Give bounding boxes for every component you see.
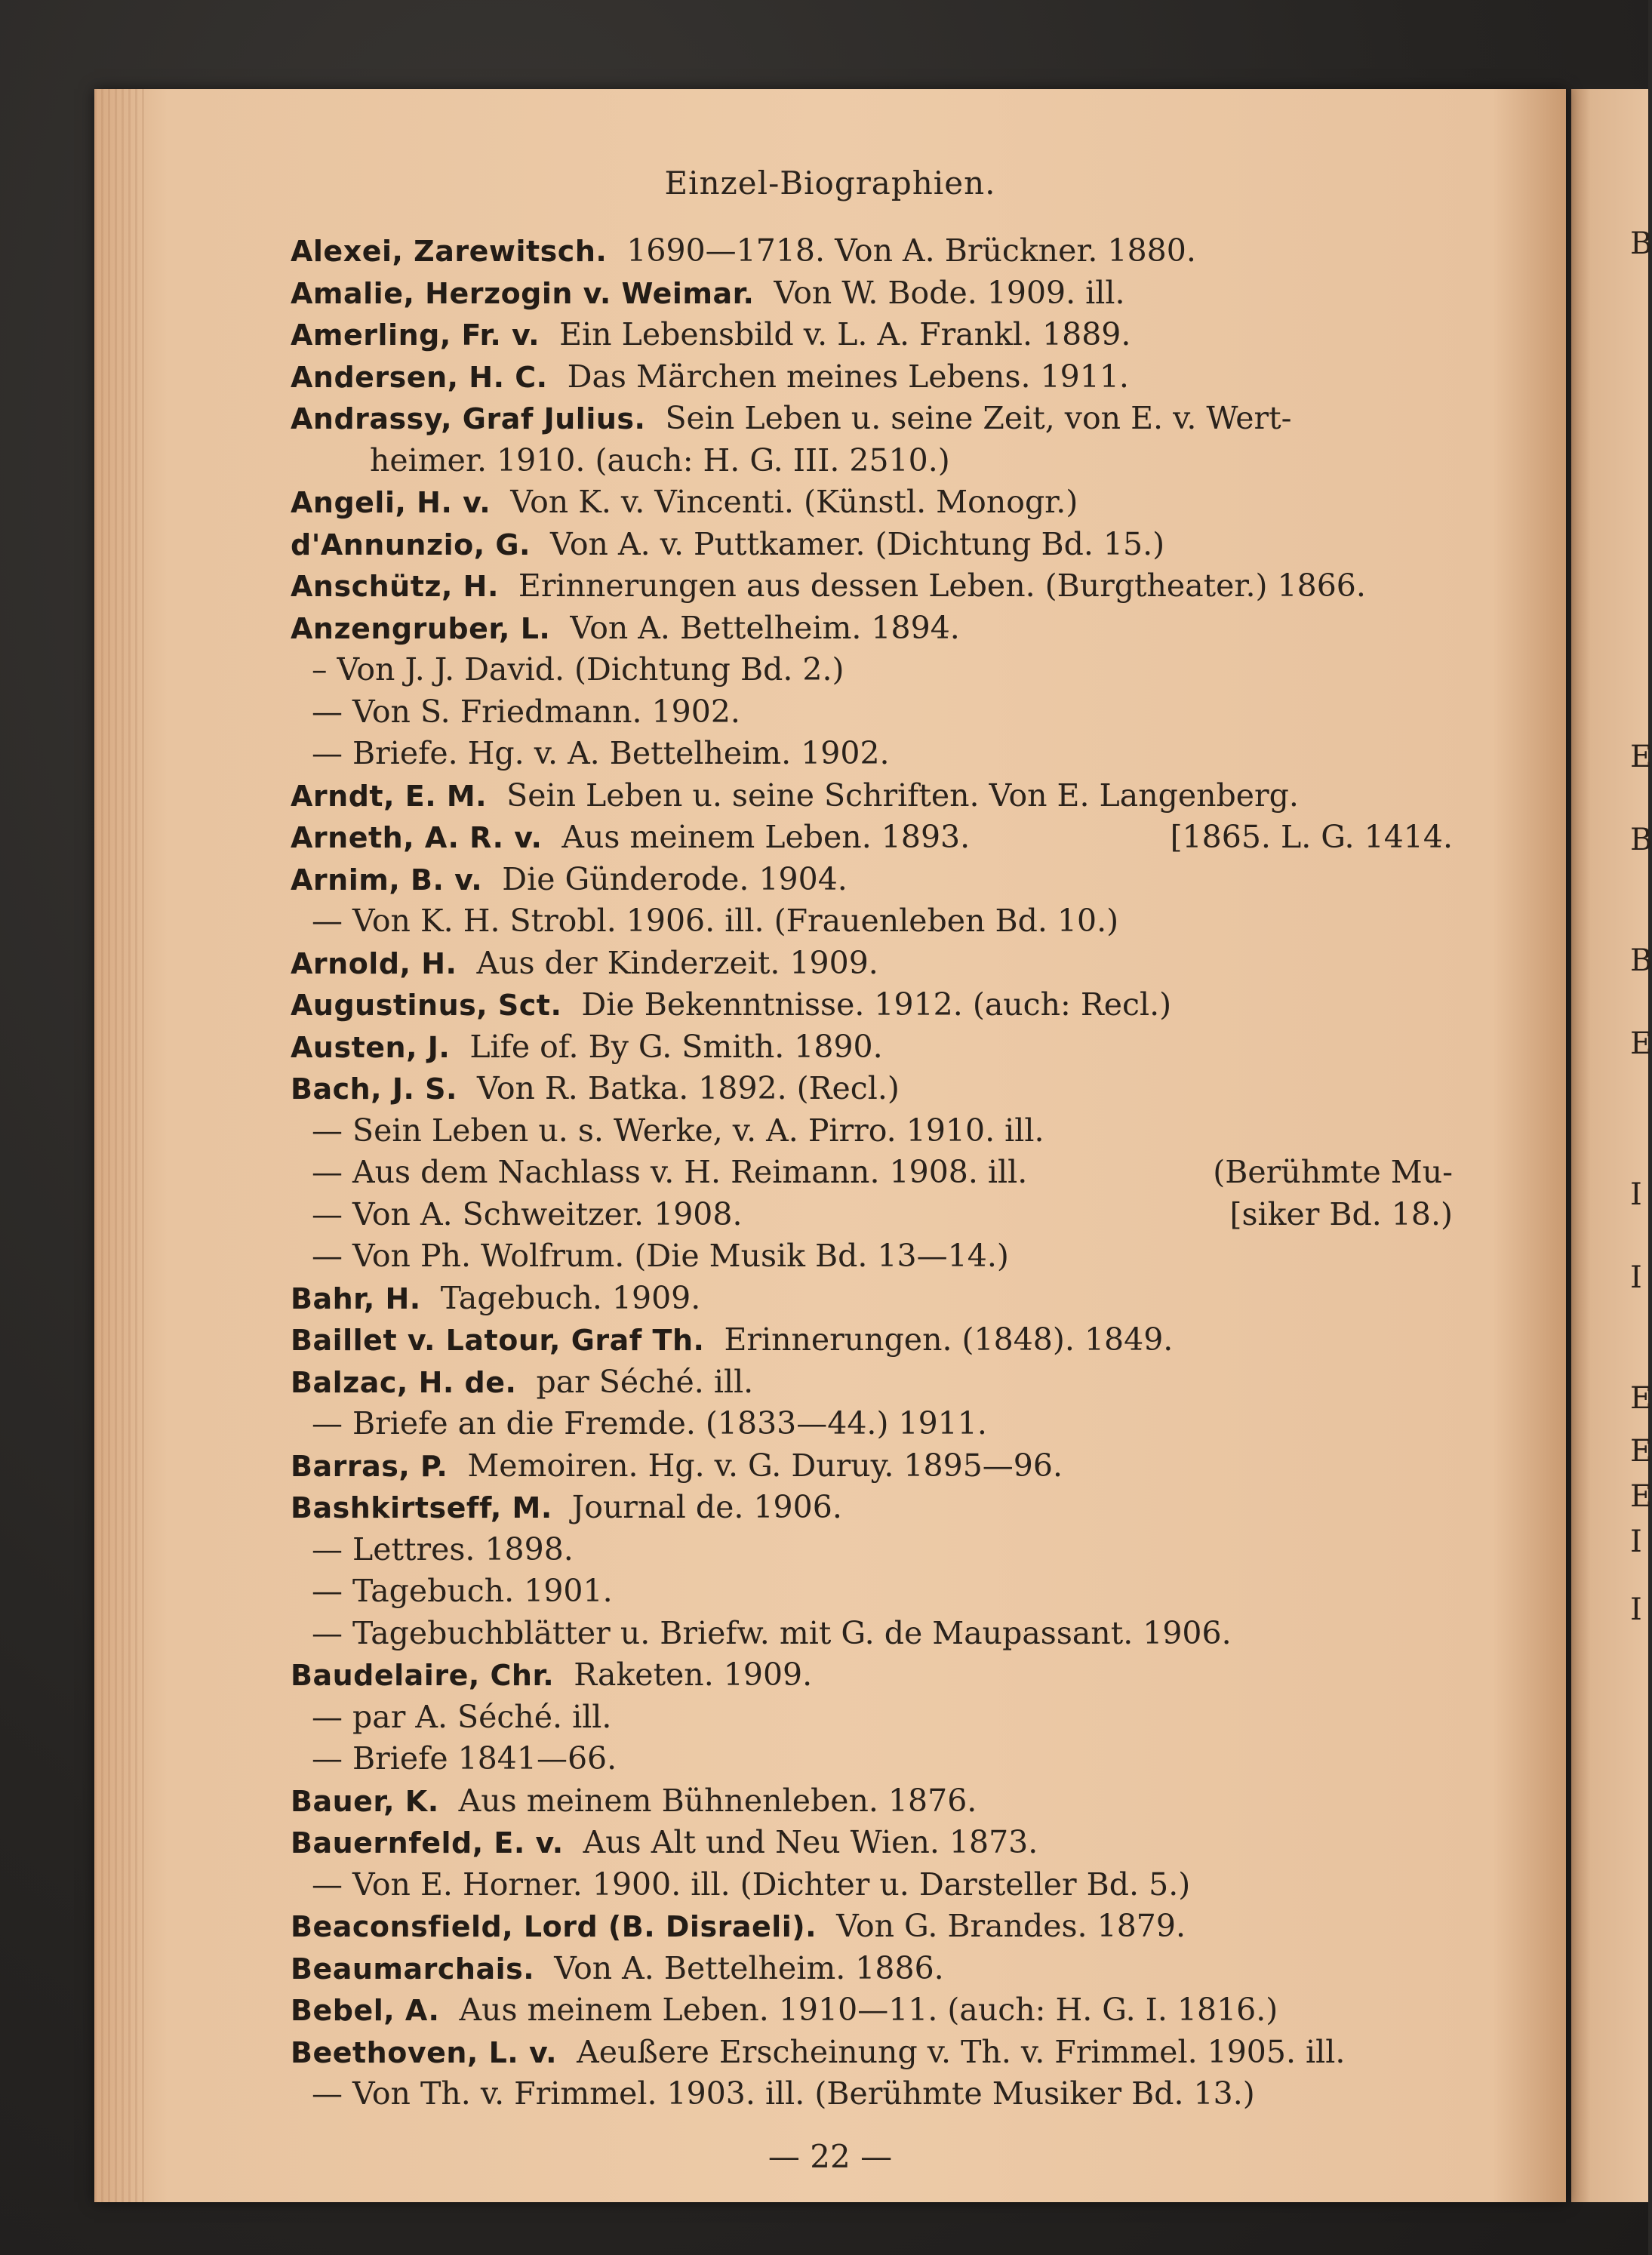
sub-entry-line [291,1403,1453,1445]
sub-entry-line [291,2073,1453,2115]
entry-name: Arneth, A. R. v. [291,821,543,854]
sub-entry-line [291,1613,1453,1655]
facing-page-letter: B [1630,226,1652,261]
entry-line [291,1319,1453,1361]
entry-text: Von R. Batka. 1892. (Recl.) [476,1070,900,1106]
entry-text: Sein Leben u. seine Zeit, von E. v. Wert- [665,400,1292,436]
entry-text: Die Bekenntnisse. 1912. (auch: Recl.) [581,986,1172,1023]
entry-text: — Von K. H. Strobl. 1906. ill. (Frauenleben Bd. 10.) [312,903,1119,939]
entry-name: Beaconsfield, Lord (B. Disraeli). [291,1910,817,1943]
entry-text: 1690—1718. Von A. Brückner. 1880. [626,232,1196,269]
entry-name: Austen, J. [291,1030,451,1064]
entry-line [291,1445,1453,1487]
entry-line [291,1822,1453,1864]
entry-text: Aus der Kinderzeit. 1909. [476,944,878,981]
facing-page-letter: I [1630,1524,1642,1559]
entry-text: — Briefe. Hg. v. A. Bettelheim. 1902. [312,735,890,771]
entry-name: Arndt, E. M. [291,779,488,813]
facing-page-edge [1571,89,1648,2202]
entry-text: — Von Ph. Wolfrum. (Die Musik Bd. 13—14.) [312,1238,1009,1274]
entry-line [291,1948,1453,1990]
entry-name: Bahr, H. [291,1281,421,1315]
entry-text: Memoiren. Hg. v. G. Duruy. 1895—96. [467,1447,1063,1484]
entry-text: Von W. Bode. 1909. ill. [774,274,1125,311]
entry-right-note: [1865. L. G. 1414. [1170,819,1453,855]
entry-name: Andersen, H. C. [291,360,548,394]
sub-entry-line [291,691,1453,734]
entry-text: — Briefe 1841—66. [312,1740,617,1777]
entry-text: – Von J. J. David. (Dichtung Bd. 2.) [312,651,844,688]
entry-name: d'Annunzio, G. [291,528,531,561]
entry-line [291,608,1453,650]
entry-text: Das Märchen meines Lebens. 1911. [567,358,1129,395]
entry-name: Beethoven, L. v. [291,2035,558,2069]
entry-name: Arnim, B. v. [291,863,483,897]
entry-text: Die Günderode. 1904. [502,860,848,897]
entry-text: Aus meinem Leben. 1910—11. (auch: H. G. I. 1816.) [459,1992,1278,2028]
entry-line [291,1361,1453,1404]
entry-text: — Briefe an die Fremde. (1833—44.) 1911. [312,1405,987,1441]
entry-text: Aus Alt und Neu Wien. 1873. [583,1824,1038,1860]
entry-name: Anschütz, H. [291,570,499,603]
facing-page-letter: E [1630,1026,1652,1061]
entry-text: Erinnerungen aus dessen Leben. (Burgtheater.) 1866. [518,568,1366,604]
entry-line [291,272,1453,315]
entry-text: Life of. By G. Smith. 1890. [469,1028,883,1065]
facing-page-letter: I [1630,1260,1642,1295]
entry-line [291,984,1453,1026]
entry-line [291,1780,1453,1823]
entry-line [291,1487,1453,1529]
entry-text: — Tagebuchblätter u. Briefw. mit G. de Maupassant. 1906. [312,1614,1232,1651]
entry-name: Alexei, Zarewitsch. [291,235,608,268]
entry-text: heimer. 1910. (auch: H. G. III. 2510.) [370,441,950,478]
entry-text: Journal de. 1906. [571,1489,842,1525]
entry-name: Anzengruber, L. [291,611,551,645]
entry-name: Augustinus, Sct. [291,989,562,1022]
entry-name: Andrassy, Graf Julius. [291,402,646,435]
entry-name: Beaumarchais. [291,1952,535,1986]
entry-name: Angeli, H. v. [291,486,491,519]
entry-line [291,1906,1453,1948]
entry-text: Von G. Brandes. 1879. [836,1908,1186,1944]
entry-name: Balzac, H. de. [291,1365,517,1399]
entry-line [291,398,1453,440]
entry-continuation-line [291,440,1453,482]
entry-line [291,1068,1453,1110]
entry-text: — Sein Leben u. s. Werke, v. A. Pirro. 1910. ill. [312,1112,1044,1149]
sub-entry-line [291,649,1453,691]
entry-name: Bach, J. S. [291,1072,457,1106]
page-number: — 22 — [768,2138,893,2175]
entry-text: — par A. Séché. ill. [312,1698,612,1735]
entry-text: — Von A. Schweitzer. 1908. [312,1195,743,1232]
facing-page-letter: E [1630,1434,1652,1469]
entry-text: Von A. Bettelheim. 1886. [554,1949,944,1986]
entry-text: Aus meinem Bühnenleben. 1876. [458,1782,977,1819]
facing-page-letter: B [1630,943,1652,978]
page-gutter-shading [94,89,147,2202]
sub-entry-line [291,1738,1453,1780]
entry-line [291,565,1453,608]
sub-entry-line [291,1864,1453,1906]
entry-text: Aus meinem Leben. 1893. [561,819,971,855]
entry-text: — Von Th. v. Frimmel. 1903. ill. (Berühmte Musiker Bd. 13.) [312,2075,1255,2112]
sub-entry-line [291,1152,1453,1194]
entry-text: — Lettres. 1898. [312,1531,574,1567]
entry-text: Tagebuch. 1909. [440,1279,701,1316]
facing-page-letter: I [1630,1592,1642,1627]
entry-text: par Séché. ill. [536,1363,754,1400]
entry-text: — Von S. Friedmann. 1902. [312,693,740,730]
entry-name: Amalie, Herzogin v. Weimar. [291,276,755,310]
entry-right-note: [siker Bd. 18.) [1229,1195,1453,1232]
entry-line [291,481,1453,524]
entry-line [291,817,1453,859]
entry-text: — Aus dem Nachlass v. H. Reimann. 1908. ill. [312,1154,1028,1190]
entry-line [291,314,1453,356]
entry-name: Bauer, K. [291,1784,439,1818]
entry-name: Baudelaire, Chr. [291,1659,555,1692]
entry-name: Barras, P. [291,1449,448,1483]
entry-line [291,1026,1453,1069]
facing-page-letter: E [1630,1381,1652,1416]
entry-line [291,859,1453,901]
entry-text: Von A. Bettelheim. 1894. [570,609,960,646]
sub-entry-line [291,1697,1453,1739]
entry-text: — Von E. Horner. 1900. ill. (Dichter u. Darsteller Bd. 5.) [312,1866,1191,1903]
entry-name: Bashkirtseff, M. [291,1491,552,1524]
facing-page-letter: I [1630,1177,1642,1212]
sub-entry-line [291,733,1453,775]
entry-line [291,943,1453,985]
entry-name: Bebel, A. [291,1994,440,2027]
sub-entry-line [291,1110,1453,1152]
facing-page-letter: E [1630,740,1652,774]
sub-entry-line [291,1529,1453,1571]
facing-page-letter: E [1630,1479,1652,1514]
entry-text: Von K. v. Vincenti. (Künstl. Monogr.) [510,484,1078,520]
entry-text: — Tagebuch. 1901. [312,1573,613,1609]
entry-line [291,775,1453,817]
sub-entry-line [291,1235,1453,1278]
entry-name: Arnold, H. [291,946,457,980]
sub-entry-line [291,900,1453,943]
entry-name: Amerling, Fr. v. [291,318,540,352]
entry-name: Bauernfeld, E. v. [291,1826,564,1860]
entry-list [291,230,1453,2115]
entry-line [291,1989,1453,2032]
entry-text: Aeußere Erscheinung v. Th. v. Frimmel. 1905. ill. [577,2033,1346,2070]
entry-line [291,1278,1453,1320]
sub-entry-line [291,1194,1453,1236]
entry-right-note: (Berühmte Mu- [1213,1154,1453,1190]
entry-line [291,356,1453,398]
entry-text: Sein Leben u. seine Schriften. Von E. Langenberg. [506,777,1299,814]
entry-line [291,230,1453,272]
entry-text: Raketen. 1909. [574,1657,813,1693]
entry-line [291,2032,1453,2074]
entry-line [291,1654,1453,1697]
entry-line [291,524,1453,566]
entry-text: Ein Lebensbild v. L. A. Frankl. 1889. [559,316,1131,352]
facing-page-letter: B [1630,823,1652,857]
sub-entry-line [291,1571,1453,1613]
entry-name: Baillet v. Latour, Graf Th. [291,1324,705,1357]
entry-text: Von A. v. Puttkamer. (Dichtung Bd. 15.) [550,525,1165,562]
running-head: Einzel-Biographien. [664,165,996,202]
entry-text: Erinnerungen. (1848). 1849. [724,1321,1174,1358]
